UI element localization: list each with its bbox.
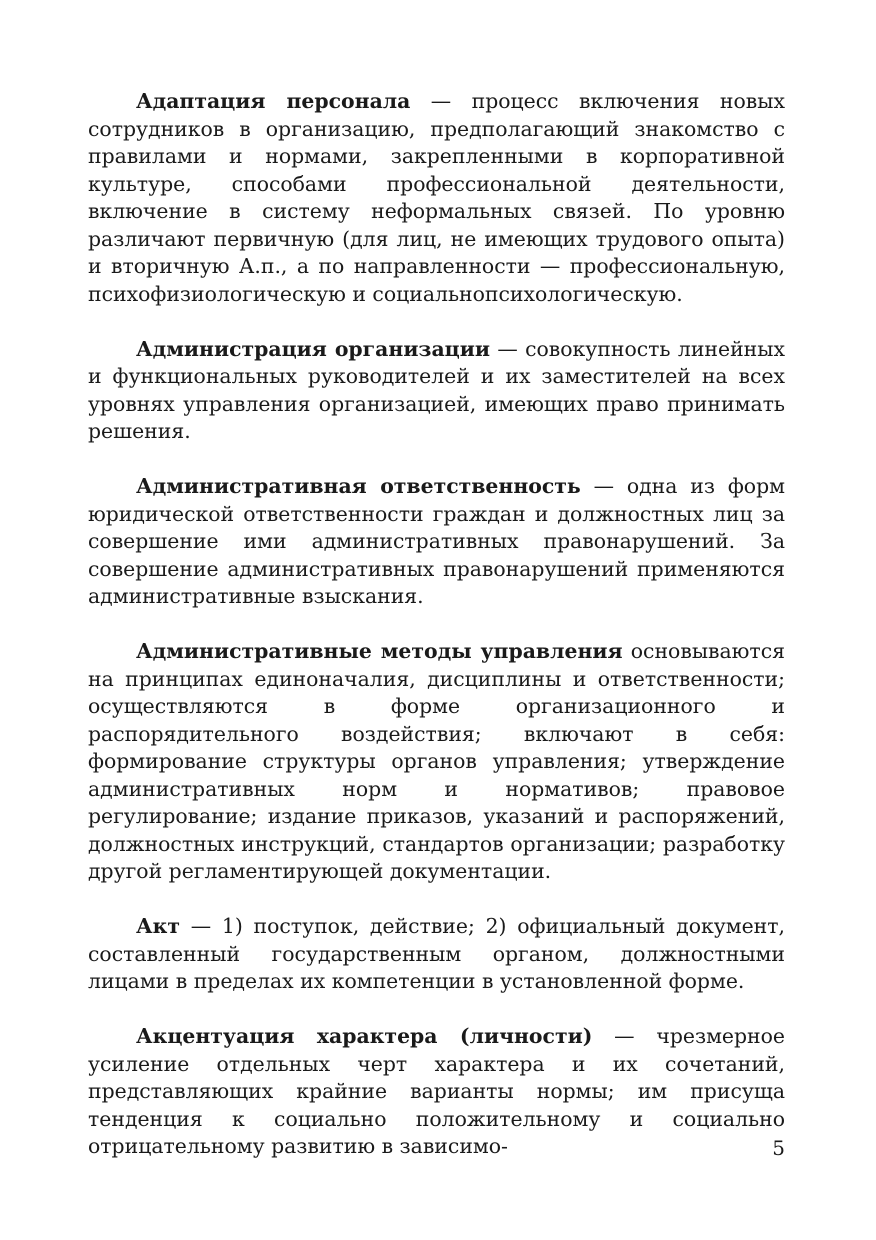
entry-definition: — 1) поступок, действие; 2) официальный документ, составленный государственным органом, должностными лицами в пределах их компетенции в установленной форме.	[88, 914, 785, 993]
entry-administration	[88, 336, 785, 446]
entry-term: Административные методы управления	[136, 639, 623, 663]
dictionary-page	[88, 88, 785, 1188]
entry-term: Акт	[136, 914, 180, 938]
entry-administrative-methods	[88, 638, 785, 886]
entry-administrative-responsibility	[88, 473, 785, 611]
entry-accentuation	[88, 1023, 785, 1161]
entry-term: Администрация организации	[136, 336, 490, 361]
entry-definition: — одна из форм юридической ответственности граждан и должностных лиц за совершение ими административных правонарушений. За совершение административных правонарушений применяются административные взыскания.	[88, 474, 785, 608]
entry-definition: — процесс включения новых сотрудников в организацию, предполагающий знакомство с правилами и нормами, закрепленными в корпоративной культуре, способами профессиональной деятельности, включение в систему неформальных связей. По уровню различают первичную (для лиц, не имеющих трудового опыта) и вторичную А.п., а по направленности — профессиональную, психофизиологическую и социальнопсихологическую.	[88, 89, 785, 306]
entry-definition: — совокупность линейных и функциональных руководителей и их заместителей на всех уровнях управления организацией, имеющих право принимать решения.	[88, 336, 785, 443]
entry-definition: — чрезмерное усиление отдельных черт характера и их сочетаний, представляющих крайние варианты нормы; им присуща тенденция к социально положительному и социально отрицательному развитию в зависимо-	[88, 1024, 785, 1158]
entry-term: Адаптация персонала	[136, 89, 411, 113]
page-number: 5	[772, 1136, 785, 1160]
entry-act	[88, 913, 785, 996]
entry-term: Акцентуация характера (личности)	[136, 1024, 593, 1048]
entry-adaptation	[88, 88, 785, 308]
entry-term: Административная ответственность	[136, 474, 581, 498]
entry-definition: основываются на принципах единоначалия, дисциплины и ответственности; осуществляются в форме организационного и распорядительного воздействия; включают в себя: формирование структуры органов управления; утверждение административных норм и нормативов; правовое регулирование; издание приказов, указаний и распоряжений, должностных инструкций, стандартов организации; разработку другой регламентирующей документации.	[88, 639, 785, 883]
